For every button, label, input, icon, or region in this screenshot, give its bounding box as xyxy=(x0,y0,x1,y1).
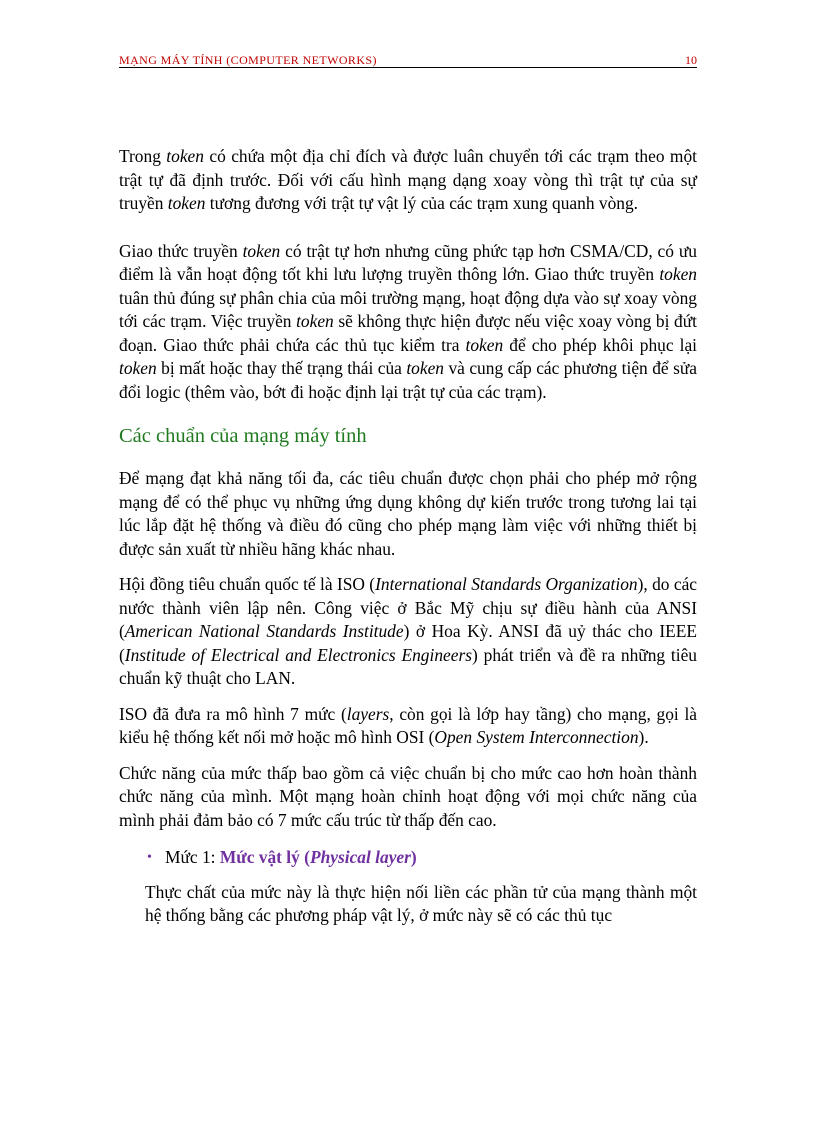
page-content xyxy=(119,145,697,928)
list-item-layer-1: • Mức 1: Mức vật lý (Physical layer) xyxy=(119,846,697,870)
page-number: 10 xyxy=(685,53,697,67)
paragraph-osi-model: ISO đã đưa ra mô hình 7 mức (layers, còn gọi là lớp hay tầng) cho mạng, gọi là kiểu hệ thống kết nối mở hoặc mô hình OSI (Open System Interconnection). xyxy=(119,703,697,747)
paragraph-layer-function: Chức năng của mức thấp bao gồm cả việc chuẩn bị cho mức cao hơn hoàn thành chức năng của mình. Một mạng hoàn chỉnh hoạt động với mọi chức năng của mình phải đảm bảo có 7 mức cấu trúc từ thấp đến cao. xyxy=(119,762,697,830)
paragraph-iso: Hội đồng tiêu chuẩn quốc tế là ISO (International Standards Organization), do các nước thành viên lập nên. Công việc ở Bắc Mỹ chịu sự điều hành của ANSI (American National Standards Institude) ở Hoa Kỳ. ANSI đã uỷ thác cho IEEE (Institude of Electrical and Electronics Engineers) phát triển và đề ra những tiêu chuẩn kỹ thuật cho LAN. xyxy=(119,574,698,688)
paragraph-token-protocol: Giao thức truyền token có trật tự hơn nhưng cũng phức tạp hơn CSMA/CD, có ưu điểm là vẫn hoạt động tốt khi lưu lượng truyền thông lớn. Giao thức truyền token tuân thủ đúng sự phân chia của môi trường mạng, hoạt động dựa vào sự xoay vòng tới các trạm. Việc truyền token sẽ không thực hiện được nếu việc xoay vòng bị đứt đoạn. Giao thức phải chứa các thủ tục kiểm tra token để cho phép khôi phục lại token bị mất hoặc thay thế trạng thái của token và cung cấp các phương tiện để sửa đổi logic (thêm vào, bớt đi hoặc định lại trật tự của các trạm). xyxy=(119,240,698,402)
bullet-icon: • xyxy=(147,850,152,865)
paragraph-standards-intro: Để mạng đạt khả năng tối đa, các tiêu chuẩn được chọn phải cho phép mở rộng mạng để có thể phục vụ những ứng dụng không dự kiến trước trong tương lai tại lúc lắp đặt hệ thống và điều đó cũng cho phép mạng làm việc với những thiết bị được sản xuất từ nhiều hãng khác nhau. xyxy=(119,468,697,559)
page-header xyxy=(119,51,697,68)
paragraph-token-address: Trong token có chứa một địa chỉ đích và được luân chuyển tới các trạm theo một trật tự đã định trước. Đối với cấu hình mạng dạng xoay vòng thì trật tự của sự truyền token tương đương với trật tự vật lý của các trạm xung quanh vòng. xyxy=(119,146,697,213)
header-title: MẠNG MÁY TÍNH (COMPUTER NETWORKS) xyxy=(119,53,377,67)
section-heading: Các chuẩn của mạng máy tính xyxy=(119,425,367,447)
paragraph-physical-layer: Thực chất của mức này là thực hiện nối liền các phần tử của mạng thành một hệ thống bằng các phương pháp vật lý, ở mức này sẽ có các thủ tục xyxy=(145,881,697,925)
